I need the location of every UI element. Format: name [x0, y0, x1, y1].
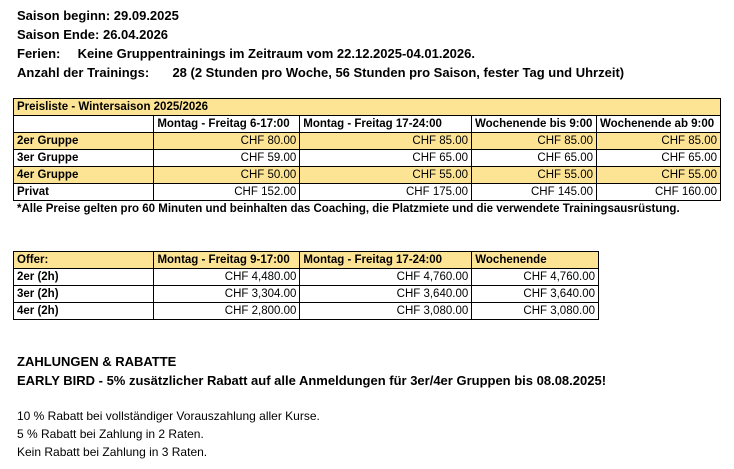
price-cell: CHF 85.00: [597, 133, 721, 150]
holidays-label: Ferien:: [17, 46, 61, 61]
table-row: [14, 303, 599, 320]
price-cell: CHF 160.00: [597, 184, 721, 201]
price-cell: CHF 65.00: [300, 150, 472, 167]
holidays-line: [17, 46, 475, 61]
trainings-line: [17, 65, 624, 80]
row-label: 2er Gruppe: [14, 133, 154, 150]
early-bird-text: EARLY BIRD - 5% zusätzlicher Rabatt auf alle Anmeldungen für 3er/4er Gruppen bis 08.08.2025!: [17, 373, 607, 388]
row-label: 4er (2h): [14, 303, 154, 320]
offer-column-header: Montag - Freitag 9-17:00: [154, 252, 300, 269]
holidays-text: Keine Gruppentrainings im Zeitraum vom 22.12.2025-04.01.2026.: [77, 46, 475, 61]
price-cell: CHF 145.00: [472, 184, 597, 201]
table-row: [14, 269, 599, 286]
offer-cell: CHF 3,304.00: [154, 286, 300, 303]
season-start: Saison beginn: 29.09.2025: [17, 8, 179, 23]
price-cell: CHF 50.00: [154, 167, 300, 184]
discount-line: 5 % Rabatt bei Zahlung in 2 Raten.: [17, 427, 204, 441]
price-cell: CHF 80.00: [154, 133, 300, 150]
discount-line: Kein Rabatt bei Zahlung in 3 Raten.: [17, 445, 208, 459]
offer-table-title: Offer:: [14, 252, 154, 269]
price-cell: CHF 85.00: [300, 133, 472, 150]
price-cell: CHF 59.00: [154, 150, 300, 167]
price-note: *Alle Preise gelten pro 60 Minuten und beinhalten das Coaching, die Platzmiete und die verwendete Trainingsausrüstung.: [17, 203, 680, 215]
row-label: Privat: [14, 184, 154, 201]
offer-cell: CHF 4,760.00: [300, 269, 472, 286]
offer-cell: CHF 4,760.00: [472, 269, 599, 286]
row-label: 2er (2h): [14, 269, 154, 286]
price-header-empty: [14, 116, 154, 133]
table-row: [14, 286, 599, 303]
price-table-title-row: [14, 99, 721, 116]
trainings-text: 28 (2 Stunden pro Woche, 56 Stunden pro Saison, fester Tag und Uhrzeit): [172, 65, 625, 80]
price-cell: CHF 55.00: [472, 167, 597, 184]
table-row: [14, 167, 721, 184]
offer-cell: CHF 4,480.00: [154, 269, 300, 286]
table-row: [14, 184, 721, 201]
offer-table-header-row: [14, 252, 599, 269]
offer-cell: CHF 3,640.00: [300, 286, 472, 303]
offer-cell: CHF 3,080.00: [472, 303, 599, 320]
price-cell: CHF 55.00: [597, 167, 721, 184]
discount-line: 10 % Rabatt bei vollständiger Vorauszahlung aller Kurse.: [17, 409, 320, 423]
price-cell: CHF 152.00: [154, 184, 300, 201]
price-cell: CHF 65.00: [597, 150, 721, 167]
season-end: Saison Ende: 26.04.2026: [17, 27, 169, 42]
row-label: 4er Gruppe: [14, 167, 154, 184]
table-row: [14, 133, 721, 150]
row-label: 3er Gruppe: [14, 150, 154, 167]
offer-cell: CHF 2,800.00: [154, 303, 300, 320]
price-table: [13, 98, 721, 201]
table-row: [14, 150, 721, 167]
offer-cell: CHF 3,080.00: [300, 303, 472, 320]
price-cell: CHF 55.00: [300, 167, 472, 184]
price-column-header: Montag - Freitag 6-17:00: [154, 116, 300, 133]
offer-table: [13, 251, 599, 320]
price-table-header-row: [14, 116, 721, 133]
offer-column-header: Wochenende: [472, 252, 599, 269]
price-cell: CHF 175.00: [300, 184, 472, 201]
price-column-header: Wochenende bis 9:00: [472, 116, 597, 133]
price-cell: CHF 85.00: [472, 133, 597, 150]
trainings-label: Anzahl der Trainings:: [17, 65, 150, 80]
offer-column-header: Montag - Freitag 17-24:00: [300, 252, 472, 269]
price-table-title: Preisliste - Wintersaison 2025/2026: [14, 99, 721, 116]
payments-heading: ZAHLUNGEN & RABATTE: [17, 354, 177, 369]
price-column-header: Montag - Freitag 17-24:00: [300, 116, 472, 133]
row-label: 3er (2h): [14, 286, 154, 303]
price-column-header: Wochenende ab 9:00: [597, 116, 721, 133]
offer-cell: CHF 3,640.00: [472, 286, 599, 303]
price-cell: CHF 65.00: [472, 150, 597, 167]
